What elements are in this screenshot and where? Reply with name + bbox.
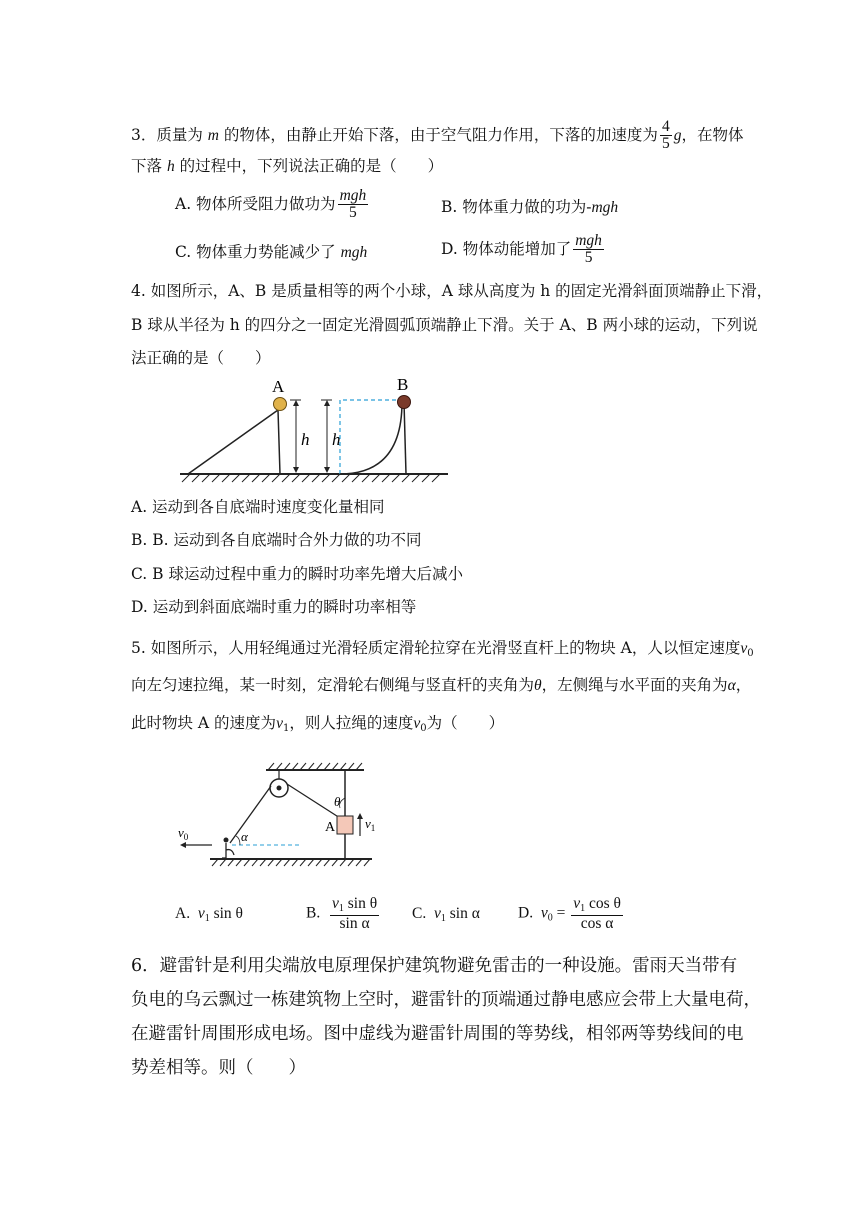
block-a xyxy=(337,816,353,834)
q3-option-c: C. 物体重力势能减少了 mgh xyxy=(175,243,368,261)
q5-line2: 向左匀速拉绳，某一时刻，定滑轮右侧绳与竖直杆的夹角为θ，左侧绳与水平面的夹角为α， xyxy=(131,676,752,694)
q6-line4: 势差相等。则（ ） xyxy=(131,1058,306,1078)
v1-label: $v_1$ xyxy=(365,816,376,833)
quarter-arc xyxy=(340,402,402,474)
q4-option-d: D. 运动到斜面底端时重力的瞬时功率相等 xyxy=(131,598,417,616)
incline-back xyxy=(278,410,280,474)
q6-line3: 在避雷针周围形成电场。图中虚线为避雷针周围的等势线，相邻两等势线间的电 xyxy=(131,1024,744,1044)
label-b: B xyxy=(397,375,409,394)
q3-line1: 3．质量为 m 的物体，由静止开始下落，由于空气阻力作用，下落的加速度为 $\frac{4}{5}$ g，在物体 xyxy=(131,118,744,153)
v0-label: $v_0$ xyxy=(178,825,189,842)
q4-figure xyxy=(170,372,460,484)
q5-option-d: D. $v_0$ = $\frac{v_1 \cos \theta}{\text{cos α}}$ xyxy=(518,895,621,932)
q5-line3: 此时物块 A 的速度为$v_1$，则人拉绳的速度$v_0$为（ ） xyxy=(131,714,505,734)
q3-option-d: D. 物体动能增加了 $\frac{\text{mgh}}{5}$ xyxy=(441,232,602,267)
rope-left xyxy=(230,786,271,843)
rope-right xyxy=(287,784,340,818)
label-block-a: A xyxy=(325,820,336,835)
q5-figure xyxy=(170,758,380,870)
height-label-b: h xyxy=(332,430,341,449)
q5-line1: 5. 如图所示，人用轻绳通过光滑轻质定滑轮拉穿在光滑竖直杆上的物块 A，人以恒定速度$v_0$ xyxy=(131,639,754,659)
q5-option-a: A. $v_1$ sin θ xyxy=(175,905,243,924)
q3-option-b: B. 物体重力做的功为-mgh xyxy=(441,198,619,216)
q4-line1: 4. 如图所示，A、B 是质量相等的两个小球，A 球从高度为 h 的固定光滑斜面顶端静止下滑， xyxy=(131,282,773,300)
ball-b xyxy=(398,396,411,409)
q4-line2: B 球从半径为 h 的四分之一固定光滑圆弧顶端静止下滑。关于 A、B 两小球的运动，下列说 xyxy=(131,316,758,334)
arc-back xyxy=(404,402,406,474)
q6-line2: 负电的乌云飘过一栋建筑物上空时，避雷针的顶端通过静电感应会带上大量电荷， xyxy=(131,990,761,1010)
q6-line1: 6．避雷针是利用尖端放电原理保护建筑物避免雷击的一种设施。雷雨天当带有 xyxy=(131,956,738,976)
ground-hatching xyxy=(182,474,440,482)
label-a: A xyxy=(272,377,285,396)
arc-radius-dashes xyxy=(340,400,402,474)
q5-option-b: B. $\frac{v_1 \sin \theta}{\text{sin α}}$ xyxy=(306,895,378,932)
incline-surface xyxy=(188,410,278,474)
q4-option-c: C. B 球运动过程中重力的瞬时功率先增大后减小 xyxy=(131,565,463,583)
q3-option-a: A. 物体所受阻力做功为 $\frac{\text{mgh}}{5}$ xyxy=(175,187,367,222)
q4-option-a: A. 运动到各自底端时速度变化量相同 xyxy=(131,498,385,516)
height-label-a: h xyxy=(301,430,310,449)
q3-acceleration-fraction: $\frac{4}{5}$ xyxy=(661,118,670,153)
theta-label: θ xyxy=(334,794,341,809)
alpha-label: α xyxy=(241,829,248,844)
floor-hatching xyxy=(212,859,370,866)
q4-line3: 法正确的是（ ） xyxy=(131,349,271,367)
ceiling-hatching xyxy=(268,763,362,770)
q4-option-b: B. B. 运动到各自底端时合外力做的功不同 xyxy=(131,531,422,549)
q3-line2: 下落 h 的过程中，下列说法正确的是（ ） xyxy=(131,157,444,175)
q5-option-c: C. $v_1$ sin α xyxy=(412,905,480,924)
ball-a xyxy=(274,398,287,411)
person-head xyxy=(224,838,229,843)
